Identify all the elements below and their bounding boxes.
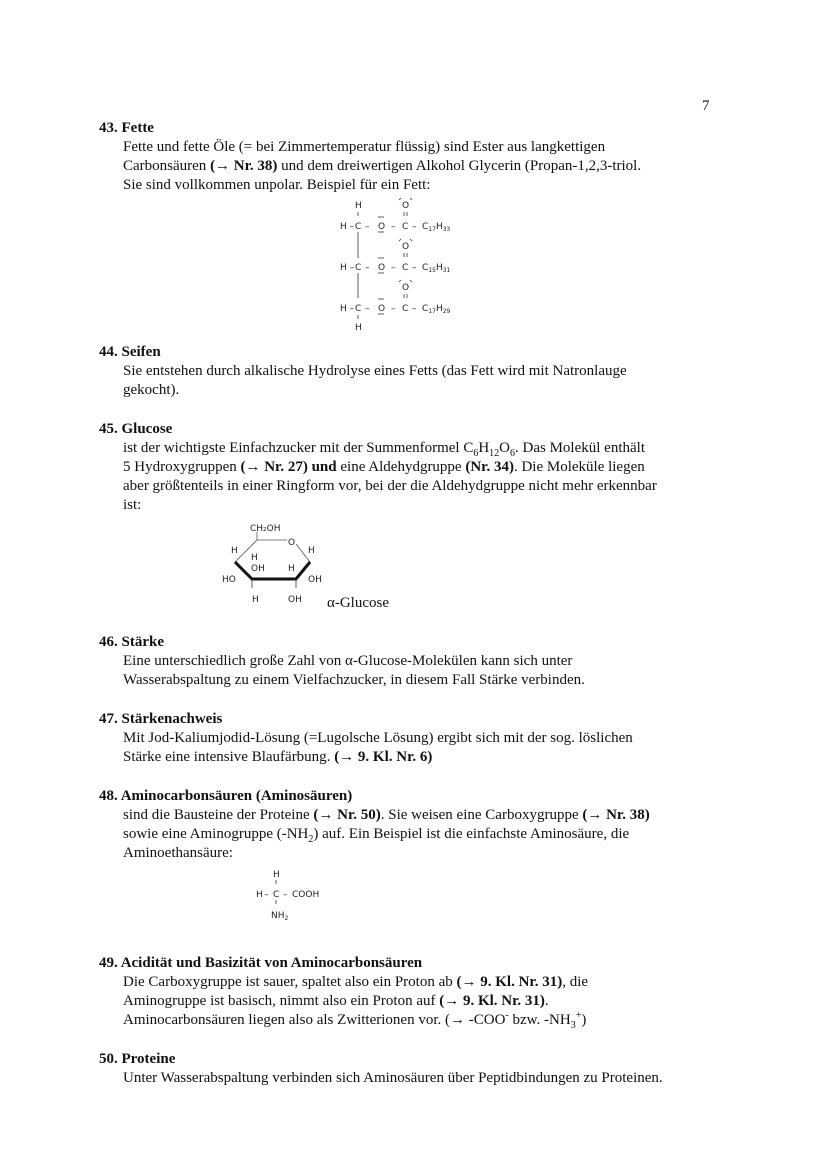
svg-text:C17H29: $C_{17}H_{29}$ xyxy=(422,304,451,315)
section-47 xyxy=(99,710,739,767)
section-43 xyxy=(99,119,739,195)
svg-text:C: C xyxy=(355,304,362,314)
cross-reference: (→ 9. Kl. Nr. 31) xyxy=(439,993,545,1009)
svg-text:H: H xyxy=(251,553,258,563)
svg-text:C: C xyxy=(355,263,362,273)
section-45 xyxy=(99,420,739,515)
svg-text:–: – xyxy=(412,263,417,273)
section-50 xyxy=(99,1050,739,1088)
svg-text:–: – xyxy=(412,304,417,314)
svg-text:H: H xyxy=(256,890,263,900)
svg-text:H –: H – xyxy=(340,222,355,232)
svg-text:–: – xyxy=(283,890,288,900)
svg-text:H: H xyxy=(355,201,362,211)
svg-text:O: O xyxy=(378,304,386,314)
svg-text:OH: OH xyxy=(251,564,265,574)
svg-text:O: O xyxy=(288,538,296,548)
svg-text:H: H xyxy=(252,595,259,605)
section-title: 46. Stärke xyxy=(99,634,164,650)
svg-text:NH2: $NH_2$ xyxy=(271,911,289,922)
svg-text:CH₂OH: CH₂OH xyxy=(250,524,281,534)
page-number: 7 xyxy=(702,98,710,114)
svg-text:–: – xyxy=(365,263,370,273)
svg-text:C: C xyxy=(402,222,409,232)
section-body: Die Carboxygruppe ist sauer, spaltet also ein Proton ab (→ 9. Kl. Nr. 31), die Aminogruppe ist basisch, nimmt also ein Proton auf (→ 9. Kl. Nr. 31). Aminocarbonsäuren liegen also als Zwitterionen vor. (→ -COO- bzw. $-NH_3^+$) xyxy=(123,974,589,1031)
section-44 xyxy=(99,343,739,400)
section-49 xyxy=(99,954,739,1030)
svg-text:–: – xyxy=(391,222,396,232)
glycine-structure-diagram xyxy=(256,866,336,931)
svg-text:–: – xyxy=(264,890,269,900)
section-46 xyxy=(99,633,739,690)
svg-text:H –: H – xyxy=(340,304,355,314)
svg-text:–: – xyxy=(391,263,396,273)
svg-text:H: H xyxy=(308,546,315,556)
section-body: Unter Wasserabspaltung verbinden sich Aminosäuren über Peptidbindungen zu Proteinen. xyxy=(123,1070,663,1086)
section-title: 48. Aminocarbonsäuren (Aminosäuren) xyxy=(99,788,353,804)
svg-text:C: C xyxy=(355,222,362,232)
svg-text:H: H xyxy=(288,564,295,574)
cross-reference: (→ Nr. 38) xyxy=(210,158,278,174)
svg-text:–: – xyxy=(365,304,370,314)
svg-text:C: C xyxy=(402,304,409,314)
section-title: 45. Glucose xyxy=(99,421,173,437)
svg-text:O: O xyxy=(378,263,386,273)
svg-text:–: – xyxy=(412,222,417,232)
svg-text:OH: OH xyxy=(308,575,322,585)
svg-text:C17H33: $C_{17}H_{33}$ xyxy=(422,222,451,233)
svg-text:C: C xyxy=(273,890,280,900)
svg-text:–: – xyxy=(391,304,396,314)
cross-reference: (→ 9. Kl. Nr. 6) xyxy=(334,749,433,765)
svg-text:HO: HO xyxy=(222,575,236,585)
section-title: 44. Seifen xyxy=(99,344,161,360)
svg-text:C15H31: $C_{15}H_{31}$ xyxy=(422,263,451,274)
cross-reference: (→ 9. Kl. Nr. 31) xyxy=(456,974,563,990)
section-48 xyxy=(99,787,739,863)
svg-text:O: O xyxy=(378,222,386,232)
cross-reference: (→ Nr. 38) xyxy=(582,807,650,823)
svg-text:O: O xyxy=(402,201,410,211)
section-title: 50. Proteine xyxy=(99,1051,176,1067)
svg-text:O: O xyxy=(402,283,410,293)
cross-reference: (→ Nr. 50) xyxy=(313,807,381,823)
svg-text:OH: OH xyxy=(288,595,302,605)
section-body: Sie entstehen durch alkalische Hydrolyse eines Fetts (das Fett wird mit Natronlauge gekocht). xyxy=(123,363,627,398)
svg-text:H: H xyxy=(231,546,238,556)
svg-text:H –: H – xyxy=(340,263,355,273)
svg-text:H: H xyxy=(273,870,280,880)
glucose-caption: α-Glucose xyxy=(327,595,390,611)
glucose-structure-diagram xyxy=(222,520,332,613)
svg-text:COOH: COOH xyxy=(292,890,320,900)
section-body: ist der wichtigste Einfachzucker mit der Summenformel $C_6H_{12}O_6$. Das Molekül enthält 5 Hydroxygruppen (→ Nr. 27) und eine Aldehydgruppe (Nr. 34). Die Moleküle liegen aber größtenteils in einer Ringform vor, bei der die Aldehydgruppe nicht mehr erkennbar ist: xyxy=(123,440,657,513)
section-title: 49. Acidität und Basizität von Aminocarbonsäuren xyxy=(99,955,423,971)
section-body: Mit Jod-Kaliumjodid-Lösung (=Lugolsche Lösung) ergibt sich mit der sog. löslichen Stärke eine intensive Blaufärbung. (→ 9. Kl. Nr. 6) xyxy=(123,730,633,765)
svg-text:O: O xyxy=(402,242,410,252)
svg-text:C: C xyxy=(402,263,409,273)
section-body: Eine unterschiedlich große Zahl von α-Glucose-Molekülen kann sich unter Wasserabspaltung zu einem Vielfachzucker, in diesem Fall Stärke verbinden. xyxy=(123,653,585,688)
section-body: sind die Bausteine der Proteine (→ Nr. 50). Sie weisen eine Carboxygruppe (→ Nr. 38) sowie eine Aminogruppe $(-NH_2)$ auf. Ein Beispiel ist die einfachste Aminosäure, die Aminoethansäure: xyxy=(123,807,650,861)
section-title: 47. Stärkenachweis xyxy=(99,711,223,727)
section-title: 43. Fette xyxy=(99,120,154,136)
cross-reference: (Nr. 34) xyxy=(465,459,514,475)
svg-text:–: – xyxy=(365,222,370,232)
svg-text:H: H xyxy=(355,323,362,333)
fat-structure-diagram xyxy=(340,198,500,346)
section-body: Fette und fette Öle (= bei Zimmertemperatur flüssig) sind Ester aus langkettigen Carbonsäuren (→ Nr. 38) und dem dreiwertigen Alkohol Glycerin (Propan-1,2,3-triol. Sie sind vollkommen unpolar. Beispiel für ein Fett: xyxy=(123,139,642,193)
cross-reference: (→ Nr. 27) xyxy=(240,459,308,475)
